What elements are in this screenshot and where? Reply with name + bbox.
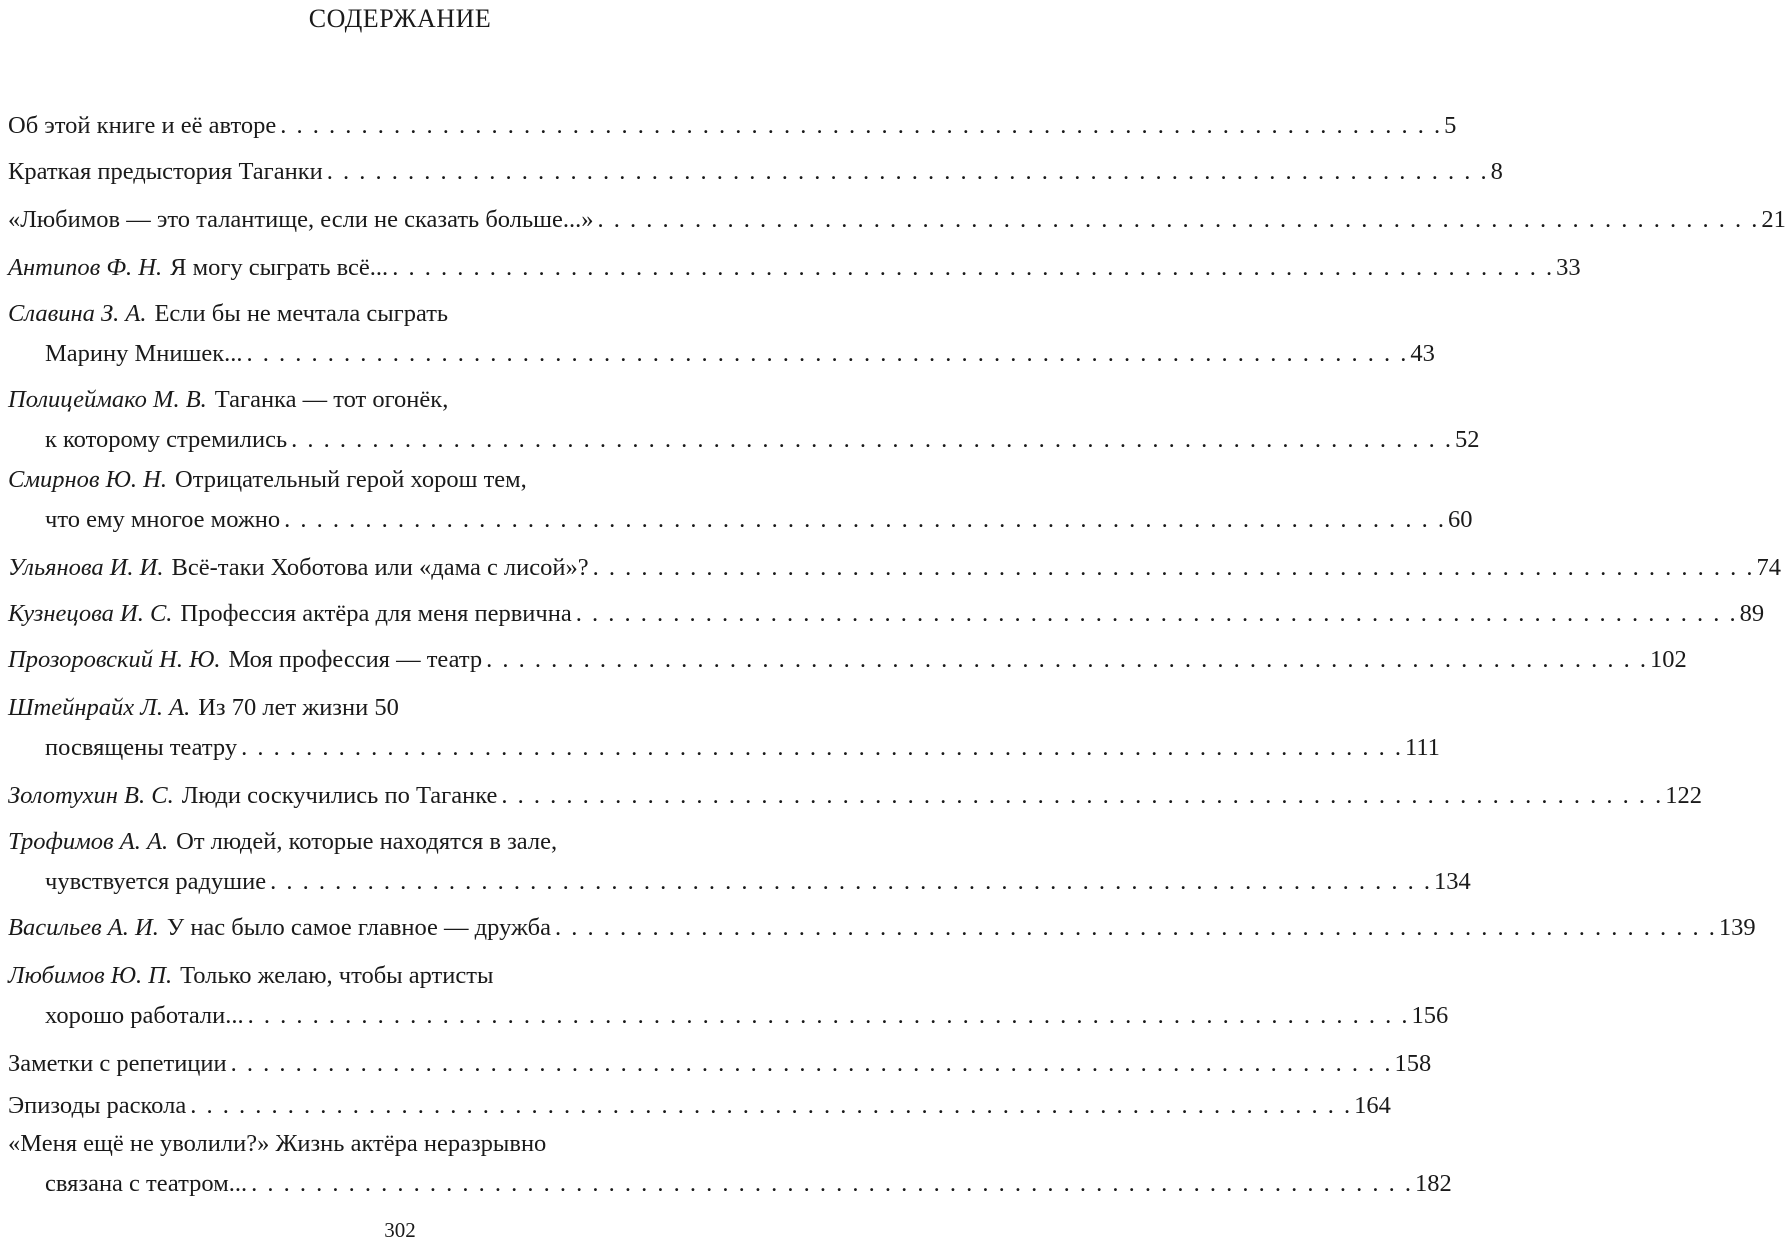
toc-entry-line (8, 254, 1581, 288)
toc-entry-title: что ему многое можно (45, 506, 281, 533)
toc-entry-page: 139 (1718, 914, 1756, 941)
toc-entry-page: 164 (1354, 1092, 1391, 1119)
toc-entry-page: 60 (1448, 506, 1473, 533)
toc-entry-title: Отрицательный герой хорош тем, (175, 466, 527, 493)
toc-entry-page: 102 (1649, 646, 1687, 673)
page-title: СОДЕРЖАНИЕ (308, 4, 492, 33)
toc-entry-line (8, 554, 1782, 588)
toc-entry-page: 43 (1410, 340, 1435, 367)
toc-entry-author: Прозоровский Н. Ю. (8, 646, 221, 673)
toc-entry-author: Васильев А. И. (8, 914, 159, 941)
toc-entry-title: Марину Мнишек... (45, 340, 243, 367)
toc-entry-title: посвящены театру (45, 734, 238, 761)
toc-entry-line (8, 340, 1435, 374)
toc-entry-line (8, 1092, 1391, 1126)
toc-entry-page: 158 (1394, 1050, 1432, 1077)
toc-entry-line (8, 914, 1756, 948)
dot-leader (327, 158, 1487, 186)
toc-entry-title: к которому стремились (45, 426, 288, 453)
toc-entry-line (8, 206, 1786, 240)
toc-entry-title: От людей, которые находятся в зале, (176, 828, 558, 855)
toc-entry-line (8, 600, 1765, 634)
toc-entry-line (8, 694, 794, 728)
toc-entry-title: «Меня ещё не уволили?» Жизнь актёра неразрывно (8, 1130, 547, 1157)
toc-entry-page: 8 (1490, 158, 1503, 185)
dot-leader (247, 340, 1407, 368)
toc-entry-title: Профессия актёра для меня первична (180, 600, 572, 627)
toc-entry-author: Штейнрайх Л. А. (8, 694, 191, 721)
toc-entry-author: Антипов Ф. Н. (8, 254, 163, 281)
toc-entry-line (8, 646, 1687, 680)
toc-entry-title: Эпизоды раскола (8, 1092, 187, 1119)
toc-entry-title: связана с театром... (45, 1170, 248, 1197)
toc-entry-page: 5 (1444, 112, 1457, 139)
dot-leader (248, 1002, 1408, 1030)
dot-leader (284, 506, 1444, 534)
toc-entry-line (8, 1050, 1432, 1084)
toc-entry-line (8, 112, 1457, 146)
toc-entry-line (8, 506, 1473, 540)
dot-leader (291, 426, 1451, 454)
toc-entry-title: «Любимов — это талантище, если не сказать больше...» (8, 206, 594, 233)
toc-entry-author: Смирнов Ю. Н. (8, 466, 167, 493)
toc-entry-line (8, 386, 794, 420)
toc-entry-page: 134 (1433, 868, 1471, 895)
toc-entry-author: Трофимов А. А. (8, 828, 169, 855)
toc-entry-title: Таганка — тот огонёк, (214, 386, 449, 413)
toc-entry-title: хорошо работали... (45, 1002, 244, 1029)
toc-entry-author: Любимов Ю. П. (8, 962, 173, 989)
toc-entry-line (8, 426, 1480, 460)
toc-entry-line (8, 1002, 1449, 1036)
dot-leader (486, 646, 1646, 674)
toc-entry-line (8, 962, 794, 996)
toc-entry-page: 156 (1411, 1002, 1449, 1029)
toc-entry-line (8, 782, 1703, 816)
toc-entry-page: 111 (1404, 734, 1440, 761)
toc-entry-page: 182 (1414, 1170, 1452, 1197)
dot-leader (280, 112, 1440, 140)
toc-entry-title: Об этой книге и её авторе (8, 112, 277, 139)
dot-leader (190, 1092, 1350, 1120)
toc-entry-line (8, 300, 794, 334)
toc-entry-author: Кузнецова И. С. (8, 600, 173, 627)
toc-entry-line (8, 868, 1471, 902)
toc-entry-title: Краткая предыстория Таганки (8, 158, 323, 185)
toc-entry-line (8, 828, 794, 862)
toc-entry-page: 122 (1665, 782, 1703, 809)
toc-entry-line (8, 1130, 794, 1164)
toc-entry-author: Полицеймако М. В. (8, 386, 207, 413)
dot-leader (270, 868, 1430, 896)
toc-entry-title: чувствуется радушие (45, 868, 267, 895)
page-number: 302 (384, 1218, 416, 1242)
toc-entry-page: 74 (1756, 554, 1782, 581)
dot-leader (231, 1050, 1391, 1078)
toc-entry-title: Всё-таки Хоботова или «дама с лисой»? (171, 554, 589, 581)
toc-entry-line (8, 158, 1503, 192)
toc-entry-title: У нас было самое главное — дружба (166, 914, 551, 941)
dot-leader (241, 734, 1401, 762)
dot-leader (598, 206, 1758, 234)
dot-leader (392, 254, 1552, 282)
toc-entry-page: 89 (1739, 600, 1765, 627)
toc-entry-page: 52 (1455, 426, 1480, 453)
dot-leader (251, 1170, 1411, 1198)
dot-leader (501, 782, 1661, 810)
toc-entry-line (8, 734, 1440, 768)
toc-entry-title: Моя профессия — театр (228, 646, 483, 673)
toc-entry-title: Только желаю, чтобы артисты (180, 962, 494, 989)
toc-entry-title: Я могу сыграть всё... (170, 254, 389, 281)
dot-leader (593, 554, 1753, 582)
toc-entry-author: Славина З. А. (8, 300, 147, 327)
dot-leader (555, 914, 1715, 942)
toc-entry-line (8, 466, 794, 500)
toc-entry-author: Ульянова И. И. (8, 554, 164, 581)
toc-entry-page: 33 (1556, 254, 1581, 281)
toc-entry-title: Заметки с репетиции (8, 1050, 227, 1077)
toc-entry-line (8, 1170, 1452, 1204)
dot-leader (576, 600, 1736, 628)
toc-entry-author: Золотухин В. С. (8, 782, 174, 809)
toc-entry-title: Из 70 лет жизни 50 (198, 694, 399, 721)
toc-entry-title: Если бы не мечтала сыграть (154, 300, 449, 327)
toc-entry-page: 21 (1761, 206, 1786, 233)
toc-entry-title: Люди соскучились по Таганке (181, 782, 498, 809)
